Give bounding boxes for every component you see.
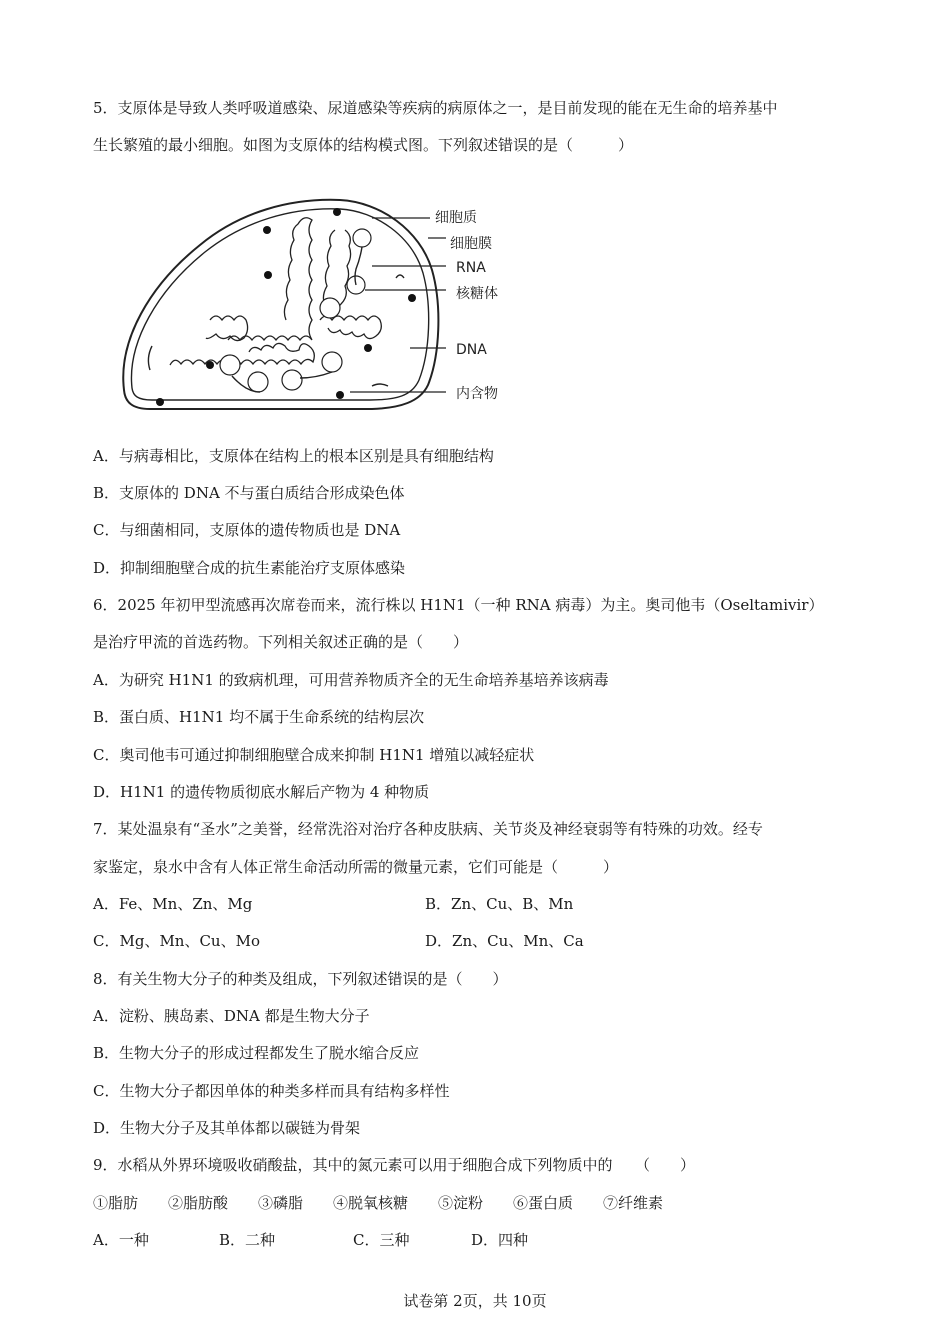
inclusion-dot xyxy=(364,344,372,352)
label-rna: RNA xyxy=(456,260,486,276)
dna-coil-1 xyxy=(228,218,312,340)
dna-coil-5 xyxy=(323,230,350,309)
q5-option-b: B．支原体的 DNA 不与蛋白质结合形成染色体 xyxy=(93,484,405,502)
inclusion-dot xyxy=(206,361,214,369)
rna-strand xyxy=(372,384,388,386)
q5-option-d: D．抑制细胞壁合成的抗生素能治疗支原体感染 xyxy=(93,559,406,577)
q7-stem-line1: 7．某处温泉有“圣水”之美誉，经常洗浴对治疗各种皮肤病、关节炎及神经衰弱等有特殊的功效。经专 xyxy=(93,820,763,838)
q9-items: ①脂肪 ②脂肪酸 ③磷脂 ④脱氧核糖 ⑤淀粉 ⑥蛋白质 ⑦纤维素 xyxy=(93,1194,664,1212)
q6-stem-line2: 是治疗甲流的首选药物。下列相关叙述正确的是（ ） xyxy=(93,633,469,651)
q9-options xyxy=(93,1230,528,1250)
dna-coil-4 xyxy=(320,316,381,339)
q7-option-a: A．Fe、Mn、Zn、Mg xyxy=(93,895,253,913)
ribosome xyxy=(220,355,240,375)
rna-strand xyxy=(300,372,332,378)
inclusion-dot xyxy=(156,398,164,406)
q8-option-a: A．淀粉、胰岛素、DNA 都是生物大分子 xyxy=(93,1007,370,1025)
ribosome xyxy=(353,229,371,247)
page-footer: 试卷第 2页，共 10页 xyxy=(403,1292,547,1310)
q7-option-d: D．Zn、Cu、Mn、Ca xyxy=(425,932,584,950)
label-membrane: 细胞膜 xyxy=(450,236,492,252)
q9-option-a: A．一种 xyxy=(93,1231,149,1249)
dna-coil-2 xyxy=(170,343,314,365)
mycoplasma-structure-figure xyxy=(110,190,530,420)
inclusion-dot xyxy=(263,226,271,234)
label-ribosome: 核糖体 xyxy=(456,286,498,302)
inclusion-dot xyxy=(333,208,341,216)
q8-option-c: C．生物大分子都因单体的种类多样而具有结构多样性 xyxy=(93,1082,450,1100)
q5-option-c: C．与细菌相同，支原体的遗传物质也是 DNA xyxy=(93,521,401,539)
ribosome xyxy=(322,352,342,372)
ribosome xyxy=(248,372,268,392)
inclusion-dot xyxy=(336,391,344,399)
q6-option-c: C．奥司他韦可通过抑制细胞壁合成来抑制 H1N1 增殖以减轻症状 xyxy=(93,746,535,764)
q6-stem-line1: 6．2025 年初甲型流感再次席卷而来，流行株以 H1N1（一种 RNA 病毒）为主。奥司他韦（Oseltamivir） xyxy=(93,596,824,614)
q5-stem-line2: 生长繁殖的最小细胞。如图为支原体的结构模式图。下列叙述错误的是（ ） xyxy=(93,136,634,154)
q6-option-a: A．为研究 H1N1 的致病机理，可用营养物质齐全的无生命培养基培养该病毒 xyxy=(93,671,609,689)
q5-option-a: A．与病毒相比，支原体在结构上的根本区别是具有细胞结构 xyxy=(93,447,494,465)
q8-stem: 8．有关生物大分子的种类及组成，下列叙述错误的是（ ） xyxy=(93,970,508,988)
q9-option-d: D．四种 xyxy=(471,1231,529,1249)
q8-option-b: B．生物大分子的形成过程都发生了脱水缩合反应 xyxy=(93,1044,420,1062)
ribosome xyxy=(320,298,340,318)
q5-stem-line1: 5．支原体是导致人类呼吸道感染、尿道感染等疾病的病原体之一，是目前发现的能在无生命的培养基中 xyxy=(93,99,778,117)
dna-coil-3 xyxy=(206,316,248,341)
ribosomes xyxy=(220,229,371,392)
rna-strand xyxy=(148,346,152,370)
label-inclusion: 内含物 xyxy=(456,386,498,402)
q9-stem: 9．水稻从外界环境吸收硝酸盐，其中的氮元素可以用于细胞合成下列物质中的 （ ） xyxy=(93,1156,696,1174)
cell-membrane-inner xyxy=(131,209,428,400)
cell-membrane-outer xyxy=(123,200,438,409)
q9-option-c: C．三种 xyxy=(353,1231,410,1249)
label-cytoplasm: 细胞质 xyxy=(435,210,477,226)
inclusion-dot xyxy=(264,271,272,279)
q8-option-d: D．生物大分子及其单体都以碳链为骨架 xyxy=(93,1119,361,1137)
q6-option-d: D．H1N1 的遗传物质彻底水解后产物为 4 种物质 xyxy=(93,783,430,801)
q6-option-b: B．蛋白质、H1N1 均不属于生命系统的结构层次 xyxy=(93,708,425,726)
label-dna: DNA xyxy=(456,342,487,358)
q7-option-c: C．Mg、Mn、Cu、Mo xyxy=(93,932,260,950)
q7-stem-line2: 家鉴定，泉水中含有人体正常生命活动所需的微量元素，它们可能是（ ） xyxy=(93,858,619,876)
q9-option-b: B．二种 xyxy=(219,1231,276,1249)
rna-strand xyxy=(396,275,404,278)
inclusion-dot xyxy=(408,294,416,302)
q7-option-b: B．Zn、Cu、B、Mn xyxy=(425,895,574,913)
ribosome xyxy=(282,370,302,390)
